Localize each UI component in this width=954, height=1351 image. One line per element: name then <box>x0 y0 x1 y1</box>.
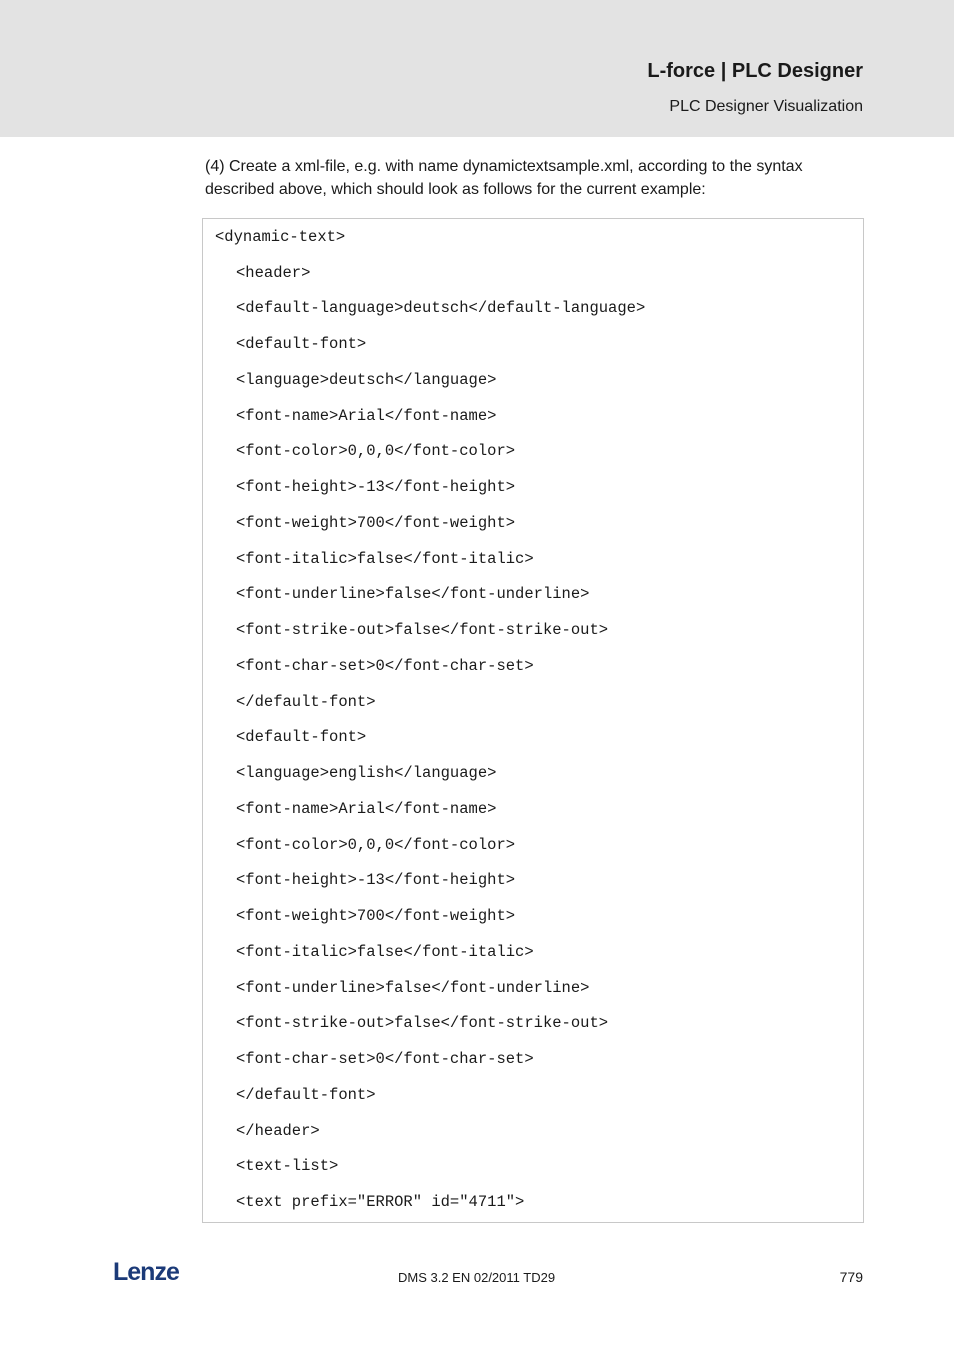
page-number: 779 <box>839 1269 863 1285</box>
code-line: <text-list> <box>236 1157 339 1175</box>
header-band <box>0 0 954 137</box>
code-line: <dynamic-text> <box>215 228 346 246</box>
code-line: <font-weight>700</font-weight> <box>236 907 516 925</box>
header-subtitle: PLC Designer Visualization <box>669 98 863 115</box>
code-line: </default-font> <box>236 1086 376 1104</box>
code-line: <font-color>0,0,0</font-color> <box>236 836 516 854</box>
code-line: <language>english</language> <box>236 764 497 782</box>
code-line: <text prefix="ERROR" id="4711"> <box>236 1193 525 1211</box>
code-line: <font-color>0,0,0</font-color> <box>236 442 516 460</box>
code-line: <font-height>-13</font-height> <box>236 871 516 889</box>
code-line: <default-language>deutsch</default-language> <box>236 299 646 317</box>
code-line: <font-height>-13</font-height> <box>236 478 516 496</box>
code-line: <default-font> <box>236 728 367 746</box>
header-title: L-force | PLC Designer <box>647 60 863 82</box>
code-line: <font-italic>false</font-italic> <box>236 943 534 961</box>
code-line: <font-name>Arial</font-name> <box>236 800 497 818</box>
code-line: <font-char-set>0</font-char-set> <box>236 657 534 675</box>
code-line: <font-name>Arial</font-name> <box>236 407 497 425</box>
code-line: </default-font> <box>236 693 376 711</box>
lenze-logo: Lenze <box>113 1258 179 1286</box>
code-line: <font-strike-out>false</font-strike-out> <box>236 621 609 639</box>
code-line: <font-italic>false</font-italic> <box>236 550 534 568</box>
footer-doc-id: DMS 3.2 EN 02/2011 TD29 <box>398 1270 556 1285</box>
code-line: <font-strike-out>false</font-strike-out> <box>236 1014 609 1032</box>
code-line: <language>deutsch</language> <box>236 371 497 389</box>
code-line: </header> <box>236 1122 320 1140</box>
code-listing <box>202 218 864 1223</box>
code-line: <header> <box>236 264 311 282</box>
code-line: <font-underline>false</font-underline> <box>236 979 590 997</box>
code-line: <font-char-set>0</font-char-set> <box>236 1050 534 1068</box>
code-line: <font-underline>false</font-underline> <box>236 585 590 603</box>
code-line: <font-weight>700</font-weight> <box>236 514 516 532</box>
code-line: <default-font> <box>236 335 367 353</box>
intro-paragraph: (4) Create a xml-file, e.g. with name dynamictextsample.xml, according to the syntax described above, which should look as follows for the current example: <box>205 158 803 198</box>
